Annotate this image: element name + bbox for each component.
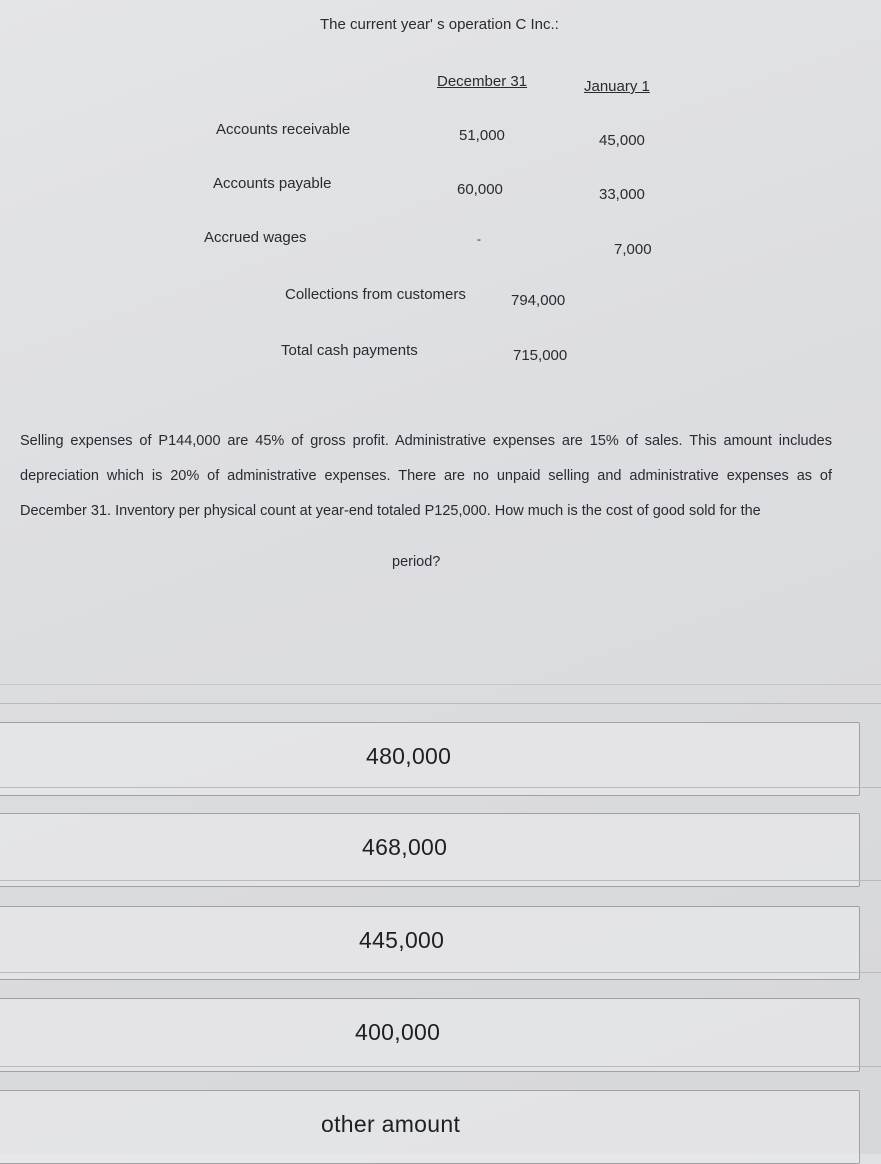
divider — [0, 684, 881, 685]
question-text: Selling expenses of P144,000 are 45% of gross profit. Administrative expenses are 15% of sales. This amount includes depreciation which is 20% of administrative expenses. There are no unpaid selling and administrative expenses as of December 31. Inventory per physical count at year-end totaled P125,000. How much is the cost of good sold for the — [20, 433, 832, 519]
accounts-receivable-jan1: 45,000 — [599, 132, 645, 149]
answer-option-2[interactable] — [0, 813, 860, 887]
answer-option-4[interactable] — [0, 998, 860, 1072]
answer-option-label: other amount — [321, 1111, 461, 1137]
accounts-payable-dec31: 60,000 — [457, 181, 503, 198]
accrued-wages-jan1: 7,000 — [614, 241, 652, 258]
answer-option-label: 400,000 — [355, 1019, 441, 1045]
row-label-accounts-payable: Accounts payable — [213, 175, 332, 192]
total-cash-payments-value: 715,000 — [513, 347, 568, 364]
row-label-accounts-receivable: Accounts receivable — [216, 121, 351, 138]
question-text-end: period? — [392, 554, 441, 570]
accounts-receivable-dec31: 51,000 — [459, 127, 505, 144]
answer-option-label: 468,000 — [362, 834, 448, 860]
answer-option-1[interactable] — [0, 722, 860, 796]
collections-value: 794,000 — [511, 292, 566, 309]
divider — [0, 880, 881, 881]
answer-option-3[interactable] — [0, 906, 860, 980]
answer-option-label: 480,000 — [366, 743, 452, 769]
divider — [0, 972, 881, 973]
answer-option-5[interactable] — [0, 1090, 860, 1164]
accounts-payable-jan1: 33,000 — [599, 186, 645, 203]
collections-label: Collections from customers — [285, 286, 466, 303]
divider — [0, 703, 881, 704]
row-label-accrued-wages: Accrued wages — [204, 229, 307, 246]
total-cash-payments-label: Total cash payments — [281, 342, 418, 359]
divider — [0, 1066, 881, 1067]
accrued-wages-dec31: - — [477, 232, 481, 246]
answer-option-label: 445,000 — [359, 927, 445, 953]
column-header-december-31: December 31 — [437, 73, 528, 90]
divider — [0, 787, 881, 788]
column-header-january-1: January 1 — [584, 78, 650, 95]
problem-title: The current year' s operation C Inc.: — [320, 16, 559, 33]
